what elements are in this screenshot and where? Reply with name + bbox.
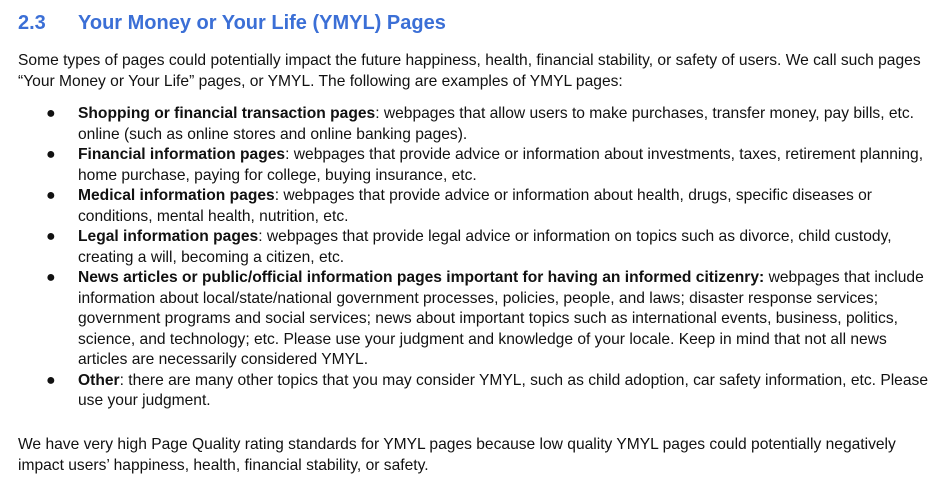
bullet-icon: ●	[46, 105, 56, 122]
item-term: Legal information pages	[78, 228, 259, 245]
section-number: 2.3	[18, 12, 46, 34]
section-title: Your Money or Your Life (YMYL) Pages	[78, 12, 446, 34]
item-description: : webpages that provide advice or information about health, drugs, specific diseases or conditions, mental health, nutrition, etc.	[78, 187, 872, 225]
item-description: : webpages that provide advice or information about investments, taxes, retirement planning, home purchase, paying for college, buying insurance, etc.	[78, 146, 924, 184]
item-term: News articles or public/official information pages important for having an informed citizenry:	[78, 269, 765, 286]
list-item	[0, 227, 938, 268]
bullet-icon: ●	[46, 269, 56, 286]
list-item	[0, 104, 938, 145]
closing-paragraph: We have very high Page Quality rating standards for YMYL pages because low quality YMYL pages could potentially negatively impact users’ happiness, health, financial stability, or safety.	[18, 436, 896, 474]
item-term: Shopping or financial transaction pages	[78, 105, 376, 122]
ymyl-examples-list	[0, 104, 950, 412]
bullet-icon: ●	[46, 187, 56, 204]
list-item	[0, 145, 938, 186]
bullet-icon: ●	[46, 146, 56, 163]
item-term: Other	[78, 371, 120, 389]
item-description: : there are many other topics that you may consider YMYL, such as child adoption, car safety information, etc. Please use your judgment.	[78, 371, 928, 409]
intro-paragraph: Some types of pages could potentially impact the future happiness, health, financial stability, or safety of users. We call such pages “Your Money or Your Life” pages, or YMYL. The following are examples of YMYL pages:	[18, 52, 921, 90]
bullet-icon: ●	[46, 371, 56, 389]
list-item	[0, 186, 938, 227]
item-term: Medical information pages	[78, 187, 275, 204]
bullet-icon: ●	[46, 228, 56, 245]
item-term: Financial information pages	[78, 146, 286, 163]
list-item	[0, 371, 938, 412]
item-description: : webpages that provide legal advice or information on topics such as divorce, child custody, creating a will, becoming a citizen, etc.	[78, 228, 892, 266]
list-item	[0, 268, 938, 371]
section-heading	[18, 10, 446, 36]
item-description: : webpages that allow users to make purchases, transfer money, pay bills, etc. online (such as online stores and online banking pages).	[78, 105, 915, 143]
item-description: webpages that include information about local/state/national government processes, policies, people, and laws; disaster response services; government programs and social services; news about important topics such as international events, business, politics, science, and technology; etc. Please use your judgment and knowledge of your locale. Keep in mind that not all news articles are necessarily considered YMYL.	[78, 269, 924, 368]
